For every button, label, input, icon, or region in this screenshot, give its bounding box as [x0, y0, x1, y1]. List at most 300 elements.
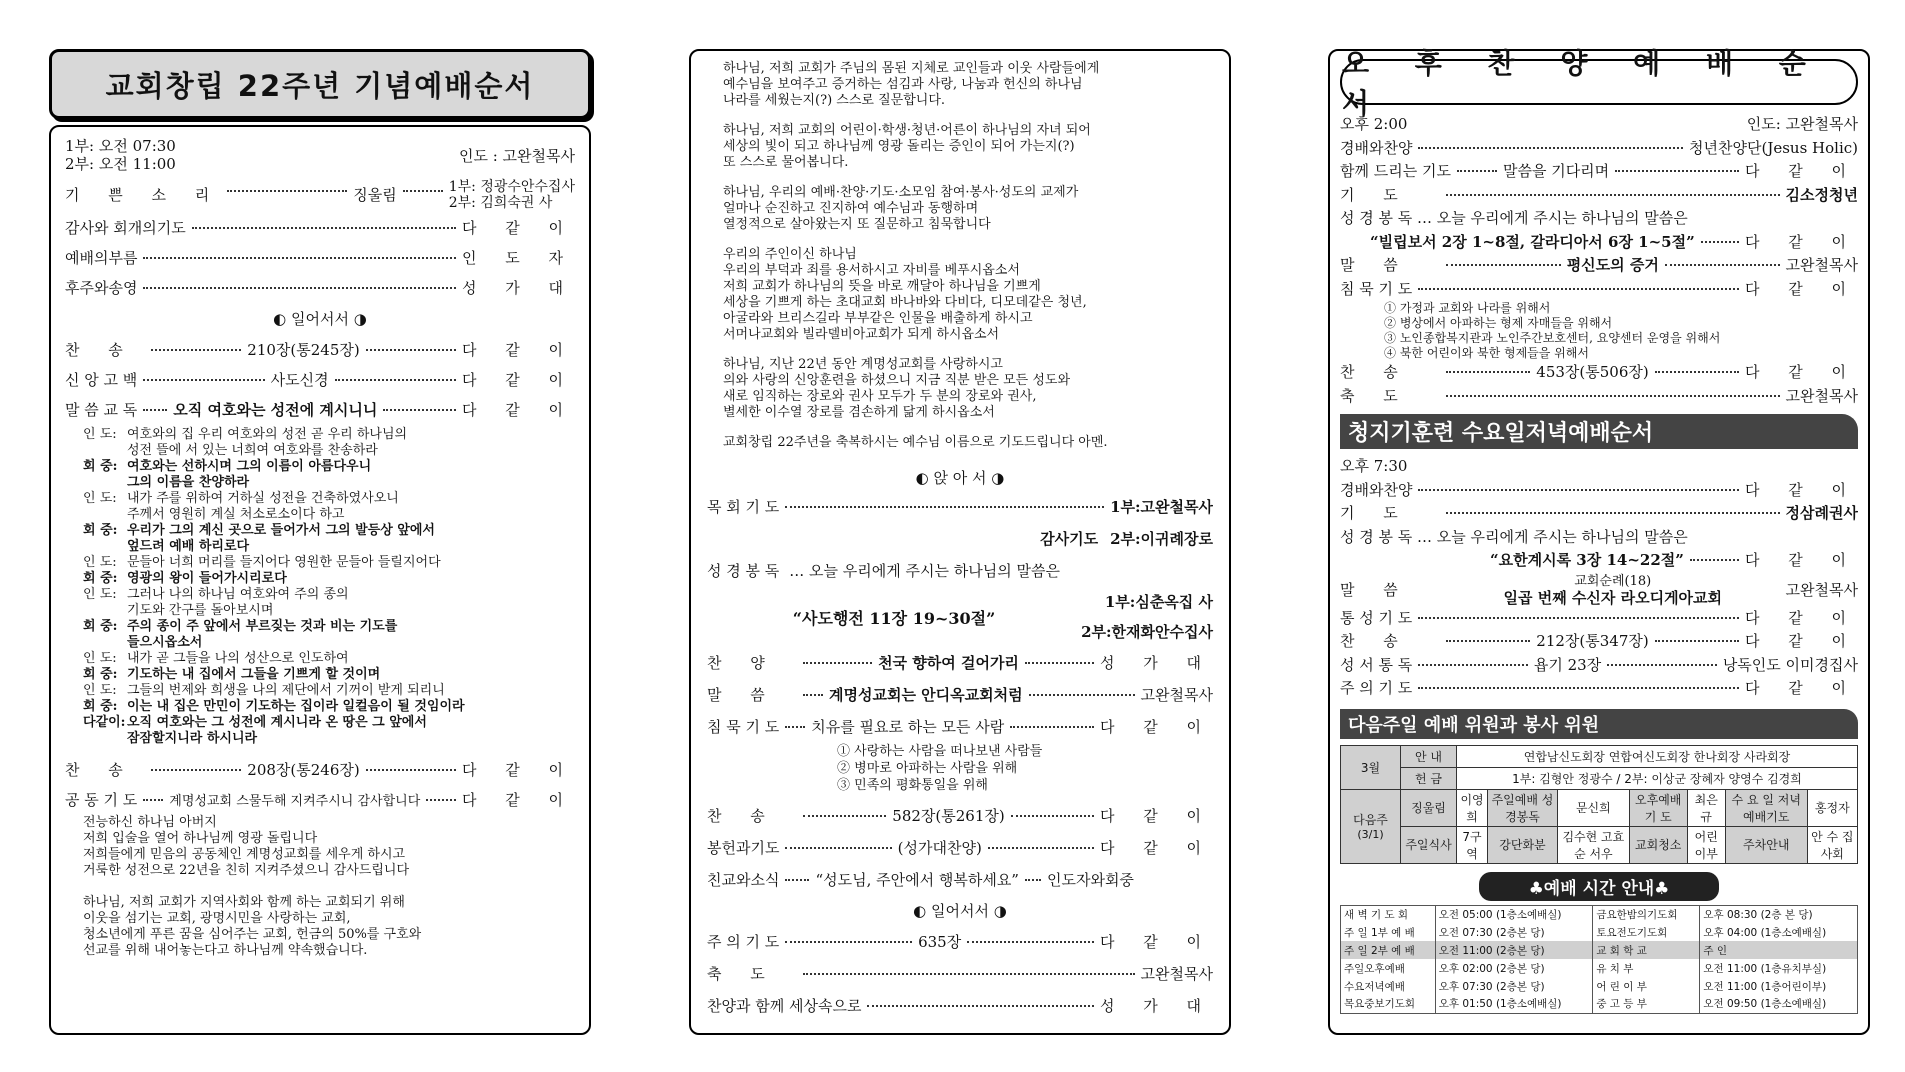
vt-cell: 어린이부 — [1687, 826, 1725, 863]
p1-item-mid: 오직 여호와는 성전에 계시니니 — [173, 401, 378, 419]
vt-next-date: (3/1) — [1357, 828, 1384, 841]
p3-item-mid: 말씀을 기다리며 — [1502, 162, 1610, 180]
responsive-line — [83, 667, 575, 683]
vt-cell: 주일식사 — [1401, 826, 1457, 863]
prayer-line: 서머나교회와 빌라델비아교회가 되게 하시옵소서 — [723, 327, 1000, 342]
p3-dots — [1446, 395, 1780, 397]
vt-cell: 주차안내 — [1725, 826, 1807, 863]
p1-leader: 인도 : 고완철목사 — [458, 146, 575, 165]
p2-item-mid: “성도님, 주안에서 행복하세요” — [815, 871, 1019, 889]
prayer-line: 하나님, 저희 교회의 어린이·학생·청년·어른이 하나님의 자녀 되어 — [723, 123, 1091, 138]
p2-anthem-row — [707, 647, 1213, 679]
service-time-cell: 주 일 1부 예 배 — [1341, 923, 1436, 941]
p3-item-val: 김소정청년 — [1785, 185, 1858, 204]
p3-item-mid: 욥기 23장 — [1533, 655, 1602, 674]
responsive-line — [83, 427, 575, 443]
p1-dots — [366, 769, 456, 771]
p3-item-label: 말 씀 — [1340, 256, 1410, 274]
p3-dots — [1418, 489, 1739, 491]
p2-benediction-row — [707, 958, 1213, 990]
p2-item-mid: 582장(통261장) — [892, 807, 1005, 825]
vt-cell: 최은규 — [1687, 789, 1725, 826]
p2-dots — [967, 941, 1094, 943]
p3-item-label: 말 씀 — [1340, 580, 1410, 599]
responsive-speaker: 회 중: — [83, 523, 118, 538]
p3-item-label: 기 도 — [1340, 185, 1410, 204]
p2-hymn-row — [707, 800, 1213, 832]
p3-item-row — [1340, 160, 1858, 184]
prayer-paragraph — [707, 61, 1213, 109]
prayer-line: 별세한 이수열 장로를 겸손하게 닮게 하시옵소서 — [723, 405, 995, 420]
responsive-line — [83, 699, 575, 715]
p3-silent-item: ③ 노인종합복지관과 노인주간보호센터, 요양센터 운영을 위해서 — [1384, 331, 1721, 345]
p2-item-label: 목 회 기 도 — [707, 498, 780, 516]
p3-item-val: 다 같 이 — [1744, 679, 1858, 697]
p3-dots — [1418, 687, 1739, 689]
responsive-speaker: 회 중: — [83, 699, 118, 714]
p2-dots — [1011, 815, 1094, 817]
p1-creed-row — [65, 365, 575, 395]
p3-item-label: 통 성 기 도 — [1340, 608, 1413, 627]
p2-dots — [867, 1005, 1094, 1007]
service-time-cell: 목요중보기도회 — [1341, 995, 1436, 1013]
prayer-line: 저희들에게 믿음의 공동체인 계명성교회를 세우게 하시고 — [83, 847, 406, 862]
p1-item-row — [65, 243, 575, 273]
p3-silent-item: ② 병상에서 아파하는 형제 자매들을 위해서 — [1384, 316, 1613, 330]
p1-dots — [192, 227, 456, 229]
p1-dots — [143, 799, 163, 801]
responsive-speaker — [83, 603, 127, 619]
service-time-cell: 오후 01:50 (1층소예배실) — [1435, 995, 1593, 1013]
p3-dots — [1690, 559, 1739, 561]
prayer-line: 하나님, 저희 교회가 지역사회와 함께 하는 교회되기 위해 — [83, 895, 405, 910]
responsive-speaker: 인 도: — [83, 587, 117, 602]
p1-dots — [227, 190, 347, 192]
responsive-text: 기도와 간구를 돌아보시며 — [127, 603, 274, 618]
p3-item-row — [1340, 184, 1858, 208]
service-time-cell: 오전 11:00 (2층본 당) — [1435, 941, 1593, 959]
p1-item-label: 후주와송영 — [65, 279, 138, 297]
p2-item-val: 다 같 이 — [1100, 807, 1213, 825]
p3-dots — [1418, 664, 1528, 666]
p2-stand-heading: ◐ 일어서서 ◑ — [913, 902, 1007, 920]
service-time-cell: 중 고 등 부 — [1593, 995, 1700, 1013]
p3-title: 오 후 찬 양 예 배 순 서 — [1340, 59, 1858, 105]
p3-item-label: 주 의 기 도 — [1340, 679, 1413, 697]
p3-dots — [1665, 264, 1780, 266]
responsive-text: 여호와의 집 우리 여호와의 성전 곧 우리 하나님의 — [127, 427, 408, 442]
p3-hymn-row — [1340, 361, 1858, 385]
service-time-cell: 오전 09:50 (1층소예배실) — [1700, 995, 1858, 1013]
p1-item-val: 인 도 자 — [461, 249, 575, 267]
service-time-cell: 오전 11:00 (1층유치부실) — [1700, 959, 1858, 977]
service-time-row — [1341, 959, 1858, 977]
p3-dots — [1446, 371, 1530, 373]
prayer-paragraph — [707, 435, 1213, 451]
p3-item-val: 청년찬양단(Jesus Holic) — [1689, 138, 1858, 157]
prayer-line: 의와 사랑의 신앙훈련을 하셨으니 지금 직분 받은 모든 성도와 — [723, 373, 1071, 388]
p3-item-val: 고완철목사 — [1785, 256, 1858, 274]
responsive-speaker: 회 중: — [83, 619, 118, 634]
prayer-line: 나라를 세웠는지(?) 스스로 질문합니다. — [723, 93, 946, 108]
service-time-row — [1341, 977, 1858, 995]
p2-item-label: 찬양과 함께 세상속으로 — [707, 997, 862, 1015]
p1-item-label: 말 씀 교 독 — [65, 401, 138, 419]
prayer-line: 거룩한 성전으로 22년을 친히 지켜주셨으니 감사드립니다 — [83, 863, 410, 878]
responsive-text: 내가 주를 위하여 거하실 성전을 건축하였사오니 — [127, 491, 399, 506]
service-times-heading: ♣예배 시간 안내♣ — [1479, 872, 1719, 901]
p1-title: 교회창립 22주년 기념예배순서 — [105, 68, 535, 103]
prayer-line: 하나님, 저희 교회가 주님의 몸된 지체로 교인들과 이웃 사람들에게 — [723, 61, 1100, 76]
p3-item-label: 경배와찬양 — [1340, 480, 1413, 499]
p2-order-box — [689, 49, 1231, 1035]
p3-time: 오후 2:00 — [1340, 115, 1408, 133]
p3-verse-row — [1340, 231, 1858, 255]
p2-verse-r2: 2부:한재화안수집사 — [1081, 623, 1213, 641]
p3-item-val: 다 같 이 — [1744, 480, 1858, 499]
responsive-line — [83, 731, 575, 747]
p1-dots — [143, 287, 456, 289]
p3-verse-val: 다 같 이 — [1744, 232, 1858, 251]
p2-item-mid: 천국 향하여 걸어가리 — [878, 654, 1019, 672]
p3-item-label: 침 묵 기 도 — [1340, 279, 1413, 298]
p3-wednesday-banner: 청지기훈련 수요일저녁예배순서 — [1340, 414, 1858, 449]
p2-lords-prayer-row — [707, 926, 1213, 958]
responsive-line — [83, 491, 575, 507]
service-times-table — [1340, 905, 1858, 1014]
p3-sermon-row — [1340, 254, 1858, 278]
p2-dots — [803, 694, 823, 696]
p2-verse-row — [707, 587, 1213, 647]
p3-item-label: 축 도 — [1340, 386, 1410, 405]
p1-dots — [143, 409, 167, 411]
p1-common-prayer-row — [65, 785, 575, 815]
prayer-line: 청소년에게 푸른 꿈을 심어주는 교회, 헌금의 50%를 구호와 — [83, 927, 422, 942]
p1-time1: 1부: 오전 07:30 — [65, 137, 176, 155]
p3-dots — [1457, 170, 1497, 172]
p3-wed-row — [1340, 630, 1858, 654]
p2-item-val: 고완철목사 — [1140, 965, 1213, 983]
p3-item-val: 다 같 이 — [1744, 279, 1858, 298]
vt-cell: 1부: 김형안 정광수 / 2부: 이상군 장혜자 양영수 김경희 — [1457, 767, 1858, 789]
p1-hymn-row — [65, 335, 575, 365]
p2-fellowship-row — [707, 864, 1213, 896]
p3-wed-row — [1340, 677, 1858, 701]
p1-dots — [383, 409, 456, 411]
p2-dots — [785, 506, 1104, 508]
p1-item-label: 신 앙 고 백 — [65, 371, 138, 389]
service-time-cell: 주 일 2부 예 배 — [1341, 941, 1436, 959]
p2-dots — [1029, 694, 1135, 696]
p3-item-row — [1340, 137, 1858, 161]
responsive-speaker — [83, 475, 127, 491]
vt-cell: 연합남신도회장 연합여신도회장 한나회장 사라회장 — [1457, 745, 1858, 767]
prayer-line: 아굴라와 브리스길라 부부같은 인물을 배출하게 하시고 — [723, 311, 1033, 326]
responsive-speaker: 인 도: — [83, 683, 117, 698]
responsive-speaker — [83, 539, 127, 555]
responsive-speaker: 인 도: — [83, 427, 117, 442]
p3-wed-reading: 성 경 봉 독 … 오늘 우리에게 주시는 하나님의 말씀은 — [1340, 527, 1688, 546]
p2-item-val: 다 같 이 — [1099, 718, 1213, 736]
p2-dots — [785, 847, 891, 849]
p1-item-val: 다 같 이 — [462, 761, 575, 779]
responsive-line — [83, 459, 575, 475]
p3-silent-item: ④ 북한 어린이와 북한 형제들을 위해서 — [1384, 346, 1589, 360]
volunteer-table — [1340, 745, 1858, 864]
responsive-line — [83, 603, 575, 619]
responsive-text: 잠잠할지니라 하시니라 — [127, 731, 258, 746]
p3-dots — [1446, 194, 1780, 196]
p2-silent-item: ③ 민족의 평화통일을 위해 — [837, 778, 988, 793]
p2-reading-text: 오늘 우리에게 주시는 하나님의 말씀은 — [809, 562, 1060, 580]
p2-item-val: 고완철목사 — [1140, 686, 1213, 704]
service-time-cell: 오후 07:30 (2층본 당) — [1435, 977, 1593, 995]
responsive-text: 들으시옵소서 — [127, 635, 203, 650]
p1-item-val: 다 같 이 — [461, 791, 575, 809]
prayer-line: 우리의 부덕과 죄를 용서하시고 자비를 베푸시옵소서 — [723, 263, 1020, 278]
p3-wed-time: 오후 7:30 — [1340, 457, 1408, 475]
p2-item-label: 찬 송 — [707, 807, 777, 825]
p3-dots — [1701, 241, 1739, 243]
p3-wed-sermon-row — [1340, 573, 1858, 607]
responsive-speaker — [83, 635, 127, 651]
vt-next-week — [1341, 789, 1401, 863]
service-time-cell: 오후 02:00 (2층본 당) — [1435, 959, 1593, 977]
p2-dots — [803, 973, 1135, 975]
p1-item-val: 다 같 이 — [462, 341, 575, 359]
p2-item-val: 다 같 이 — [1099, 933, 1213, 951]
p1-item-label: 공 동 기 도 — [65, 791, 138, 809]
p3-wed-verse: “요한계시록 3장 14~22절” — [1490, 551, 1684, 569]
service-time-cell: 오전 05:00 (1층소예배실) — [1435, 905, 1593, 923]
p3-item-val: 다 같 이 — [1745, 363, 1858, 381]
prayer-paragraph — [707, 185, 1213, 233]
p1-item-mid: 210장(통245장) — [247, 341, 360, 359]
p3-wed-verse-val: 다 같 이 — [1744, 551, 1858, 569]
p1-bell-label: 기 쁜 소 리 — [65, 186, 222, 204]
p3-item-mid: 453장(통506장) — [1536, 363, 1649, 381]
p1-item-val: 다 같 이 — [461, 219, 575, 237]
p1-dots — [151, 349, 241, 351]
vt-cell: 교회청소 — [1629, 826, 1687, 863]
p2-dots — [785, 726, 805, 728]
p1-time2: 2부: 오전 11:00 — [65, 155, 176, 173]
p1-bell-right1: 1부: 정광수안수집사 — [448, 179, 575, 195]
service-time-cell: 금요한밤의기도회 — [1593, 905, 1700, 923]
p1-item-mid: 사도신경 — [270, 371, 329, 389]
prayer-line: 저희 교회가 하나님의 뜻을 바로 깨달아 하나님을 기쁘게 — [723, 279, 1041, 294]
p1-item-row — [65, 213, 575, 243]
responsive-speaker — [83, 443, 127, 459]
responsive-text: 그러나 나의 하나님 여호와여 주의 종의 — [127, 587, 349, 602]
responsive-line — [83, 507, 575, 523]
responsive-text: 내가 곧 그들을 나의 성산으로 인도하여 — [127, 651, 349, 666]
p3-item-val: 다 같 이 — [1744, 608, 1858, 627]
responsive-line — [83, 683, 575, 699]
p2-closing-row — [707, 990, 1213, 1022]
vt-cell: 강단화분 — [1488, 826, 1558, 863]
p2-item-mid: 치유를 필요로 하는 모든 사람 — [811, 718, 1005, 736]
responsive-text: 성전 뜰에 서 있는 너희여 여호와를 찬송하라 — [127, 443, 378, 458]
p2-silent-row — [707, 711, 1213, 743]
p3-next-week-banner: 다음주일 예배 위원과 봉사 위원 — [1340, 709, 1858, 739]
p1-dots — [335, 379, 456, 381]
prayer-line: 또 스스로 물어봅니다. — [723, 155, 849, 170]
responsive-line — [83, 587, 575, 603]
p2-verse-r1: 1부:심춘옥집 사 — [1104, 593, 1213, 611]
responsive-speaker: 인 도: — [83, 651, 117, 666]
p3-item-val: 다 같 이 — [1744, 162, 1858, 180]
responsive-speaker: 회 중: — [83, 571, 118, 586]
p2-silent-item: ② 병마로 아파하는 사람을 위해 — [837, 761, 1018, 776]
p3-silent-row — [1340, 278, 1858, 302]
p3-item-val: 정삼례권사 — [1785, 504, 1858, 522]
p2-dots — [803, 815, 886, 817]
responsive-line — [83, 523, 575, 539]
responsive-line — [83, 619, 575, 635]
service-time-cell: 교 회 학 교 — [1593, 941, 1700, 959]
vt-cell: 김수현 고효순 서우 — [1557, 826, 1629, 863]
p3-item-val: 낭독인도 이미경집사 — [1722, 655, 1858, 674]
p2-item-mid: 635장 — [918, 933, 962, 951]
p2-item-label: 침 묵 기 도 — [707, 718, 780, 736]
prayer-line: 예수님을 보여주고 증거하는 섬김과 사랑, 나눔과 헌신의 하나님 — [723, 77, 1083, 92]
responsive-line — [83, 651, 575, 667]
responsive-text: 오직 여호와는 그 성전에 계시니라 온 땅은 그 앞에서 — [127, 715, 427, 730]
responsive-speaker — [83, 731, 127, 747]
prayer-line: 얼마나 순진하고 진지하여 예수님과 동행하며 — [723, 201, 979, 216]
p1-title-box — [49, 49, 591, 119]
p2-dots — [785, 941, 912, 943]
prayer-paragraph — [707, 123, 1213, 171]
responsive-text: 기도하는 내 집에서 그들을 기쁘게 할 것이며 — [127, 667, 381, 682]
responsive-line — [83, 443, 575, 459]
responsive-text: 이는 내 집은 만민이 기도하는 집이라 일컬음이 될 것임이라 — [127, 699, 465, 714]
p2-item-mid: (성가대찬양) — [897, 839, 982, 857]
p1-item-mid: 계명성교회 스물두해 지켜주시니 감사합니다 — [169, 794, 421, 809]
service-time-row — [1341, 905, 1858, 923]
vt-cell: 주일예배 성경봉독 — [1488, 789, 1558, 826]
responsive-speaker: 인 도: — [83, 491, 117, 506]
p2-dots — [803, 662, 872, 664]
service-time-row — [1341, 923, 1858, 941]
p3-wed-row — [1340, 502, 1858, 526]
p3-item-val: 고완철목사 — [1785, 386, 1858, 405]
service-time-cell: 주일오후예배 — [1341, 959, 1436, 977]
responsive-text: 영광의 왕이 들어가시리로다 — [127, 571, 287, 586]
vt-cell: 문신희 — [1557, 789, 1629, 826]
p3-leader: 인도: 고완철목사 — [1746, 115, 1858, 133]
p2-offering-row — [707, 832, 1213, 864]
p3-order-box — [1328, 49, 1870, 1035]
p3-wed-sermon-series: 교회순례(18) — [1574, 573, 1652, 589]
p3-wed-row — [1340, 654, 1858, 678]
p1-item-val: 성 가 대 — [461, 279, 575, 297]
p1-item-row — [65, 273, 575, 303]
p2-prayer-paragraphs — [707, 61, 1213, 451]
p1-dots — [403, 190, 443, 192]
p2-item-val: 성 가 대 — [1099, 997, 1213, 1015]
prayer-paragraph — [707, 357, 1213, 421]
p3-silent-list — [1340, 301, 1858, 361]
service-time-cell: 오전 07:30 (2층본 당) — [1435, 923, 1593, 941]
p3-item-label: 성 서 통 독 — [1340, 655, 1413, 674]
service-time-cell: 새 벽 기 도 회 — [1341, 905, 1436, 923]
prayer-line: 하나님, 지난 22년 동안 계명성교회를 사랑하시고 — [723, 357, 1003, 372]
p2-item-label: 봉헌과기도 — [707, 839, 780, 857]
p3-silent-item: ① 가정과 교회와 나라를 위해서 — [1384, 301, 1551, 315]
service-time-cell: 수요저녁예배 — [1341, 977, 1436, 995]
responsive-speaker — [83, 507, 127, 523]
p3-item-val: 다 같 이 — [1745, 632, 1858, 650]
p2-item-label: 축 도 — [707, 965, 777, 983]
vt-cell: 이영희 — [1457, 789, 1488, 826]
p1-dots — [143, 257, 456, 259]
p2-item-val: 2부:이귀례장로 — [1110, 530, 1213, 548]
p2-dots — [1010, 726, 1094, 728]
prayer-line: 열정적으로 살아왔는지 또 질문하고 침묵합니다 — [723, 217, 991, 232]
p3-wed-sermon-title: 일곱 번째 수신자 라오디게아교회 — [1503, 588, 1723, 607]
p1-stand-heading: ◐ 일어서서 ◑ — [273, 310, 367, 328]
p1-prayer-text — [65, 815, 575, 959]
responsive-line — [83, 715, 575, 731]
prayer-line: 세상의 빛이 되고 하나님께 영광 돌리는 증인이 되어 가는지(?) — [723, 139, 1075, 154]
p2-item-label: 주 의 기 도 — [707, 933, 780, 951]
responsive-line — [83, 539, 575, 555]
service-time-cell: 유 치 부 — [1593, 959, 1700, 977]
p2-item-label: 성 경 봉 독 — [707, 562, 780, 580]
p3-reading-row: 성 경 봉 독 … 오늘 우리에게 주시는 하나님의 말씀은 — [1340, 209, 1688, 227]
responsive-speaker: 회 중: — [83, 667, 118, 682]
p3-item-val: 고완철목사 — [1785, 580, 1858, 599]
prayer-line: 교회창립 22주년을 축복하시는 예수님 이름으로 기도드립니다 아멘. — [723, 435, 1108, 450]
vt-cell: 징울림 — [1401, 789, 1457, 826]
p1-responsive-row — [65, 395, 575, 425]
p1-item-label: 찬 송 — [65, 761, 135, 779]
service-time-cell: 토요전도기도회 — [1593, 923, 1700, 941]
p3-dots — [1607, 664, 1717, 666]
p1-bell-row — [65, 177, 575, 213]
p3-dots — [1446, 640, 1530, 642]
p3-item-label: 함께 드리는 기도 — [1340, 162, 1451, 180]
p1-item-mid: 208장(통246장) — [247, 761, 360, 779]
prayer-line: 새로 임직하는 장로와 권사 모두가 두 분의 장로와 권사, — [723, 389, 1037, 404]
vt-row-head: 헌 금 — [1401, 767, 1457, 789]
responsive-speaker: 인 도: — [83, 555, 117, 570]
vt-next-label: 다음주 — [1353, 813, 1388, 827]
service-time-cell: 오전 11:00 (1층어린이부) — [1700, 977, 1858, 995]
p1-dots — [426, 799, 456, 801]
service-time-cell: 어 린 이 부 — [1593, 977, 1700, 995]
p3-item-label: 찬 송 — [1340, 632, 1410, 650]
prayer-line: 하나님, 우리의 예배·찬양·기도·소모임 참여·봉사·성도의 교제가 — [723, 185, 1079, 200]
responsive-line — [83, 571, 575, 587]
p1-bell-right2: 2부: 김희숙권 사 — [448, 195, 553, 211]
p2-reading-mid: … 오늘 우리에게 주시는 하나님의 말씀은 — [789, 562, 1060, 580]
vt-cell: 홍정자 — [1807, 789, 1857, 826]
p3-item-label: 기 도 — [1340, 504, 1410, 522]
p3-dots — [1655, 640, 1739, 642]
p2-verse: “사도행전 11장 19~30절” — [792, 608, 996, 628]
responsive-line — [83, 555, 575, 571]
p1-hymn2-row — [65, 755, 575, 785]
p2-silent-list — [707, 743, 1213, 794]
prayer-line: 우리의 주인이신 하나님 — [723, 247, 857, 262]
p1-bell-mid: 징울림 — [353, 186, 397, 204]
p1-item-label: 예배의부름 — [65, 249, 138, 267]
p1-dots — [366, 349, 456, 351]
p2-dots — [988, 847, 1094, 849]
